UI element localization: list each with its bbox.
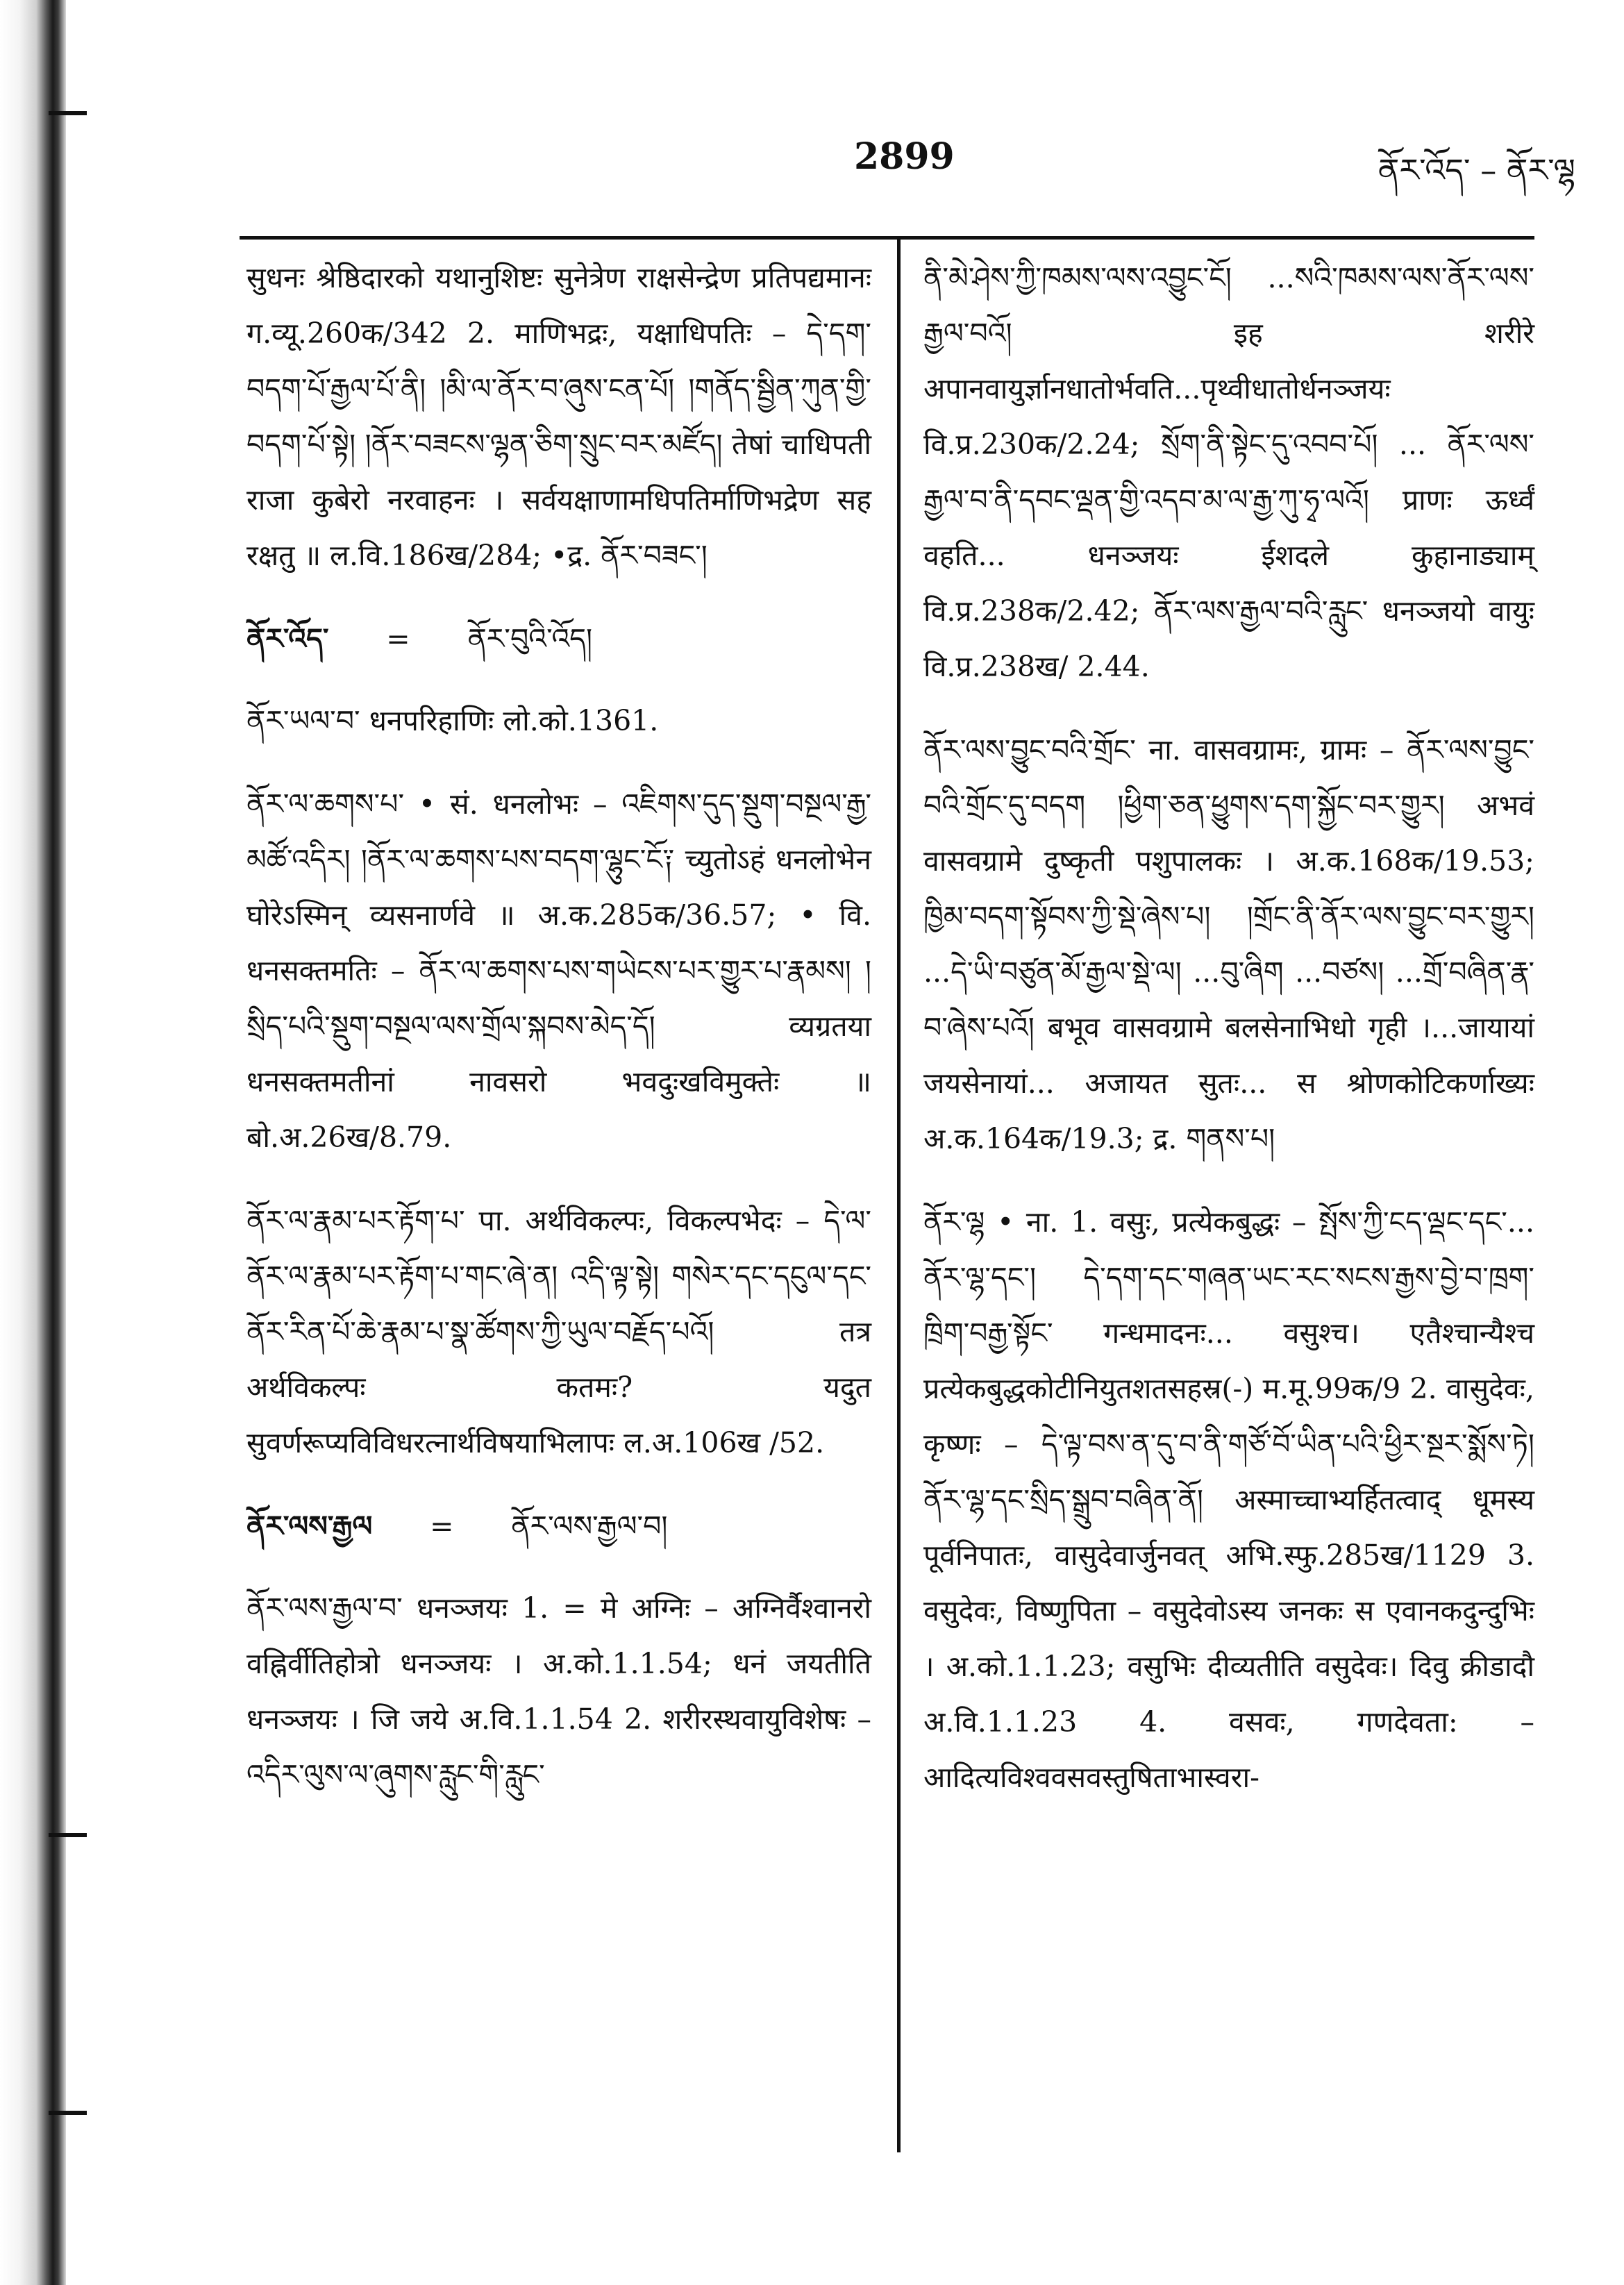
dictionary-entry: ནོར་ལས་བྱུང་བའི་གྲོང་ ना. वासवग्रामः, ग्रामः – ནོར་ལས་བྱུང་བའི་གྲོང་དུ་བདག །ཕྱིག་ཅན་ཕྱུགས་དག་སྐྱོང་བར་གྱུར། अभवं वासवग्रामे दुष्कृती पशुपालकः । अ.क.168क/19.53; ཁྱིམ་བདག་སྟོབས་ཀྱི་སྡེ་ཞེས་པ། །གྲོང་ནི་ནོར་ལས་བྱུང་བར་གྱུར། ...དེ་ཡི་བཙུན་མོ་རྒྱལ་སྡེ་ལ། ...བུ་ཞིག ...བཙས། ...གྲོ་བཞིན་རྣ་བ་ཞེས་པའོ། बभूव वासवग्रामे बलसेनाभिधो गृही ।...जायायां जयसेनायां... अजायत सुतः... स श्रोणकोटिकर्णाख्यः अ.क.164क/19.3; द्र. གནས་པ། [923,733,1534,1155]
page-number: 2899 [854,135,955,178]
left-column [246,250,871,1830]
margin-tick [49,2111,87,2115]
dictionary-entry: ནོར་ལྷ • ना. 1. वसुः, प्रत्येकबुद्धः – སྤོས་ཀྱི་ངད་ལྡང་དང་... ནོར་ལྷ་དང་། དེ་དག་དང་གཞན་ཡང་རང་སངས་རྒྱས་བྱེ་བ་ཁྲག་ཁྲིག་བརྒྱ་སྟོང་ गन्धमादनः... वसुश्च। एतैश्चान्यैश्च प्रत्येकबुद्धकोटीनियुतशतसहस्र(-) म.मू.99क/9 2. वासुदेवः, कृष्णः – དེ་ལྟ་བས་ན་དུ་བ་ནི་གཙོ་བོ་ཡིན་པའི་ཕྱིར་སྔར་སྨོས་ཏེ། ནོར་ལྷ་དང་སྲིད་སྒྲུབ་བཞིན་ནོ། अस्माच्चाभ्यर्हितत्वाद् धूमस्य पूर्वनिपातः, वासुदेवार्जुनवत् अभि.स्फु.285ख/1129 3. वसुदेवः, विष्णुपिता – वसुदेवोऽस्य जनकः स एवानकदुन्दुभिः । अ.को.1.1.23; वसुभिः दीव्यतीति वसुदेवः। दिवु क्रीडादौ अ.वि.1.1.23 4. वसवः, गणदेवता: – आदित्यविश्ववसवस्तुषिताभास्वरा- [923,1205,1534,1794]
dictionary-entry: सुधनः श्रेष्ठिदारको यथानुशिष्टः सुनेत्रेण राक्षसेन्द्रेण प्रतिपद्यमानः ग.व्यू.260क/342 2. माणिभद्रः, यक्षाधिपतिः – དེ་དག་བདག་པོ་རྒྱལ་པོ་ནི། །མི་ལ་ནོར་བ་ཞུས་ངན་པོ། །གནོད་སྦྱིན་ཀུན་གྱི་བདག་པོ་སྟེ། །ནོར་བཟངས་ལྷན་ཅིག་སྲུང་བར་མཛོད། तेषां चाधिपती राजा कुबेरो नरवाहनः । सर्वयक्षाणामधिपतिर्माणिभद्रेण सह रक्षतु ॥ ल.वि.186ख/284; •द्र. ནོར་བཟང་། [246,261,871,572]
margin-tick [49,111,87,115]
cross-reference-target: ནོར་ལས་རྒྱལ་བ། [511,1509,668,1543]
dictionary-entry: ནོར་ལ་རྣམ་པར་རྟོག་པ་ पा. अर्थविकल्पः, विकल्पभेदः – དེ་ལ་ནོར་ལ་རྣམ་པར་རྟོག་པ་གང་ཞེ་ན། འདི་ལྟ་སྟེ། གསེར་དང་དངུལ་དང་ནོར་རིན་པོ་ཆེ་རྣམ་པ་སྣ་ཚོགས་ཀྱི་ཡུལ་བརྗོད་པའོ། तत्र अर्थविकल्पः कतमः? यदुत सुवर्णरूप्यविविधरत्नार्थविषयाभिलापः ल.अ.106ख /52. [246,1204,871,1459]
right-column [923,250,1534,1833]
cross-reference-target: ནོར་བུའི་འོད། [467,622,593,655]
entry-headword: ནོར་འོད་ [246,622,329,655]
equals-sign: = [430,1509,454,1543]
cross-reference-entry [246,611,871,667]
dictionary-entry: ནོར་ཡལ་བ་ धनपरिहाणिः लो.को.1361. [246,704,659,737]
book-spine-edge [0,0,66,2285]
dictionary-entry: ནོར་ལས་རྒྱལ་བ་ धनञ्जयः 1. = मे अग्निः – अग्निर्वैश्वानरो वह्निर्वीतिहोत्रो धनञ्जयः । अ.को.1.1.54; धनं जयतीति धनञ्जयः । जि जये अ.वि.1.1.54 2. शरीरस्थवायुविशेषः – འདིར་ལུས་ལ་ཞུགས་རླུང་གི་རླུང་ [246,1591,871,1791]
margin-tick [49,1833,87,1837]
header-rule [240,236,1534,240]
cross-reference-entry [246,1498,871,1554]
entry-headword: ནོར་ལས་རྒྱལ [246,1509,373,1543]
equals-sign: = [386,622,410,655]
dictionary-entry: ནི་མེ་ཤེས་ཀྱི་ཁམས་ལས་འབྱུང་ངོ། ...སའི་ཁམས་ལས་ནོར་ལས་རྒྱལ་བའོ། इह शरीरे अपानवायुर्ज्ञानधातोर्भवति...पृथ्वीधातोर्धनञ्जयः वि.प्र.230क/2.24; སྲོག་ནི་སྟེང་དུ་འབབ་པོ། ... ནོར་ལས་རྒྱལ་བ་ནི་དབང་ལྡན་གྱི་འདབ་མ་ལ་རྒྱ་ཀུ་ཧྭ་ལའོ། प्राणः ऊर्ध्वं वहति... धनञ्जयः ईशदले कुहानाड्याम् वि.प्र.238क/2.42; ནོར་ལས་རྒྱལ་བའི་རླུང་ धनञ्जयो वायुः वि.प्र.238ख/ 2.44. [923,261,1534,683]
column-divider [897,236,901,2152]
dictionary-entry: ནོར་ལ་ཆགས་པ་ • सं. धनलोभः – འཇིགས་དུད་སྡུག་བསྔལ་རྒྱ་མཚོ་འདིར། །ནོར་ལ་ཆགས་པས་བདག་ལྷུང་ངོ༑ च्युतोऽहं धनलोभेन घोरेऽस्मिन् व्यसनार्णवे ॥ अ.क.285क/36.57; • वि. धनसक्तमतिः – ནོར་ལ་ཆགས་པས་གཡེངས་པར་གྱུར་པ་རྣམས། །སྲིད་པའི་སྡུག་བསྔལ་ལས་གྲོལ་སྐབས་མེད་དོ། व्यग्रतया धनसक्तमतीनां नावसरो भवदुःखविमुक्तेः ॥ बो.अ.26ख/8.79. [246,787,871,1154]
guide-words: ནོར་འོད་ – ནོར་ལྷ [1378,151,1575,189]
